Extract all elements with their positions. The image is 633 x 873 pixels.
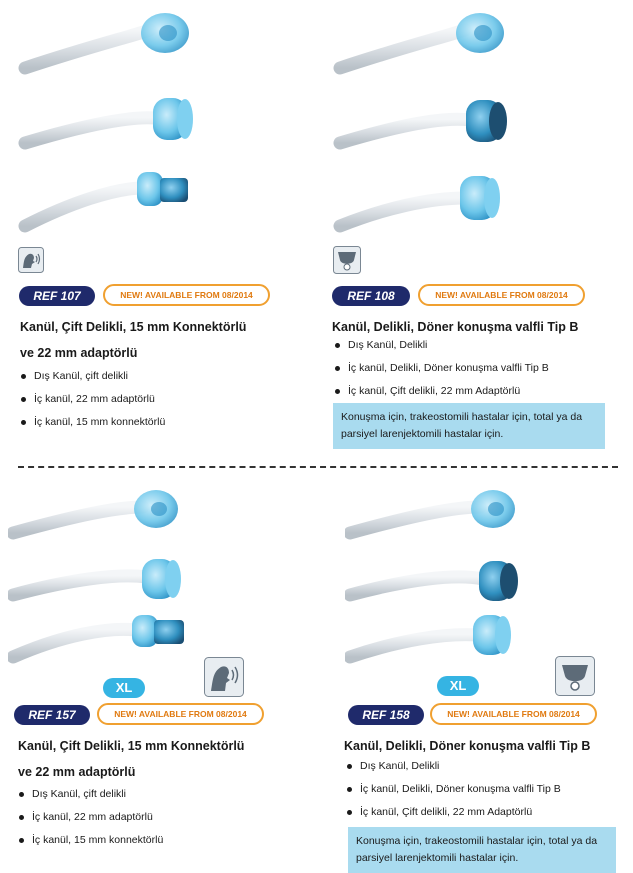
tracheostomy-speaking-icon	[18, 247, 44, 278]
section-divider	[18, 466, 618, 468]
component-list	[18, 783, 163, 852]
list-item: Dış Kanül, çift delikli	[18, 783, 163, 806]
tracheostomy-speaking-icon	[204, 657, 244, 702]
outer-cannula	[25, 13, 189, 68]
new-availability-badge: NEW! AVAILABLE FROM 08/2014	[97, 703, 264, 725]
inner-cannula-15mm	[13, 615, 184, 657]
inner-cannula-speaking-valve	[350, 561, 518, 601]
outer-cannula	[350, 490, 515, 533]
product-panel-157	[0, 475, 320, 869]
ref-number: REF 107	[19, 286, 95, 306]
inner-cannula-22mm	[13, 559, 181, 599]
cannula-illustration	[15, 8, 245, 243]
cannula-illustration	[345, 485, 575, 675]
new-availability-badge: NEW! AVAILABLE FROM 08/2014	[430, 703, 597, 725]
product-title: Kanül, Çift Delikli, 15 mm Konnektörlü ve 22 mm adaptörlü	[18, 739, 245, 779]
inner-cannula-22mm	[340, 176, 500, 226]
cannula-illustration	[330, 8, 560, 243]
list-item: İç kanül, Delikli, Döner konuşma valfli Tip B	[334, 357, 549, 380]
xl-size-badge: XL	[103, 678, 145, 698]
component-list	[20, 365, 165, 434]
new-availability-badge: NEW! AVAILABLE FROM 08/2014	[103, 284, 270, 306]
list-item: Dış Kanül, Delikli	[346, 755, 561, 778]
inner-cannula-22mm	[350, 615, 511, 657]
product-title: Kanül, Delikli, Döner konuşma valfli Tip B	[332, 320, 579, 334]
list-item: Dış Kanül, Delikli	[334, 334, 549, 357]
inner-cannula-22mm	[25, 98, 193, 143]
ref-number: REF 157	[14, 705, 90, 725]
list-item: İç kanül, 22 mm adaptörlü	[20, 388, 165, 411]
product-title: Kanül, Delikli, Döner konuşma valfli Tip B	[344, 739, 591, 753]
list-item: İç kanül, Delikli, Döner konuşma valfli Tip B	[346, 778, 561, 801]
product-panel-108	[320, 0, 633, 460]
component-list	[334, 334, 549, 403]
ref-number: REF 158	[348, 705, 424, 725]
list-item: İç kanül, 22 mm adaptörlü	[18, 806, 163, 829]
xl-size-badge: XL	[437, 676, 479, 696]
indication-note: Konuşma için, trakeostomili hastalar için, total ya da parsiyel larenjektomili hastalar için.	[333, 403, 605, 449]
list-item: İç kanül, Çift delikli, 22 mm Adaptörlü	[334, 380, 549, 403]
indication-note: Konuşma için, trakeostomili hastalar için, total ya da parsiyel larenjektomili hastalar için.	[348, 827, 616, 873]
product-panel-107	[0, 0, 320, 460]
outer-cannula	[13, 490, 178, 533]
new-availability-badge: NEW! AVAILABLE FROM 08/2014	[418, 284, 585, 306]
ref-number: REF 108	[332, 286, 410, 306]
list-item: Dış Kanül, çift delikli	[20, 365, 165, 388]
list-item: İç kanül, Çift delikli, 22 mm Adaptörlü	[346, 801, 561, 824]
speaking-valve-icon	[333, 246, 361, 279]
cannula-illustration	[8, 485, 238, 675]
component-list	[346, 755, 561, 824]
product-panel-158	[320, 475, 633, 869]
speaking-valve-icon	[555, 656, 595, 701]
inner-cannula-speaking-valve	[340, 100, 507, 143]
outer-cannula	[340, 13, 504, 68]
list-item: İç kanül, 15 mm konnektörlü	[20, 411, 165, 434]
inner-cannula-15mm	[25, 172, 188, 226]
product-title: Kanül, Çift Delikli, 15 mm Konnektörlü ve 22 mm adaptörlü	[20, 320, 247, 360]
list-item: İç kanül, 15 mm konnektörlü	[18, 829, 163, 852]
